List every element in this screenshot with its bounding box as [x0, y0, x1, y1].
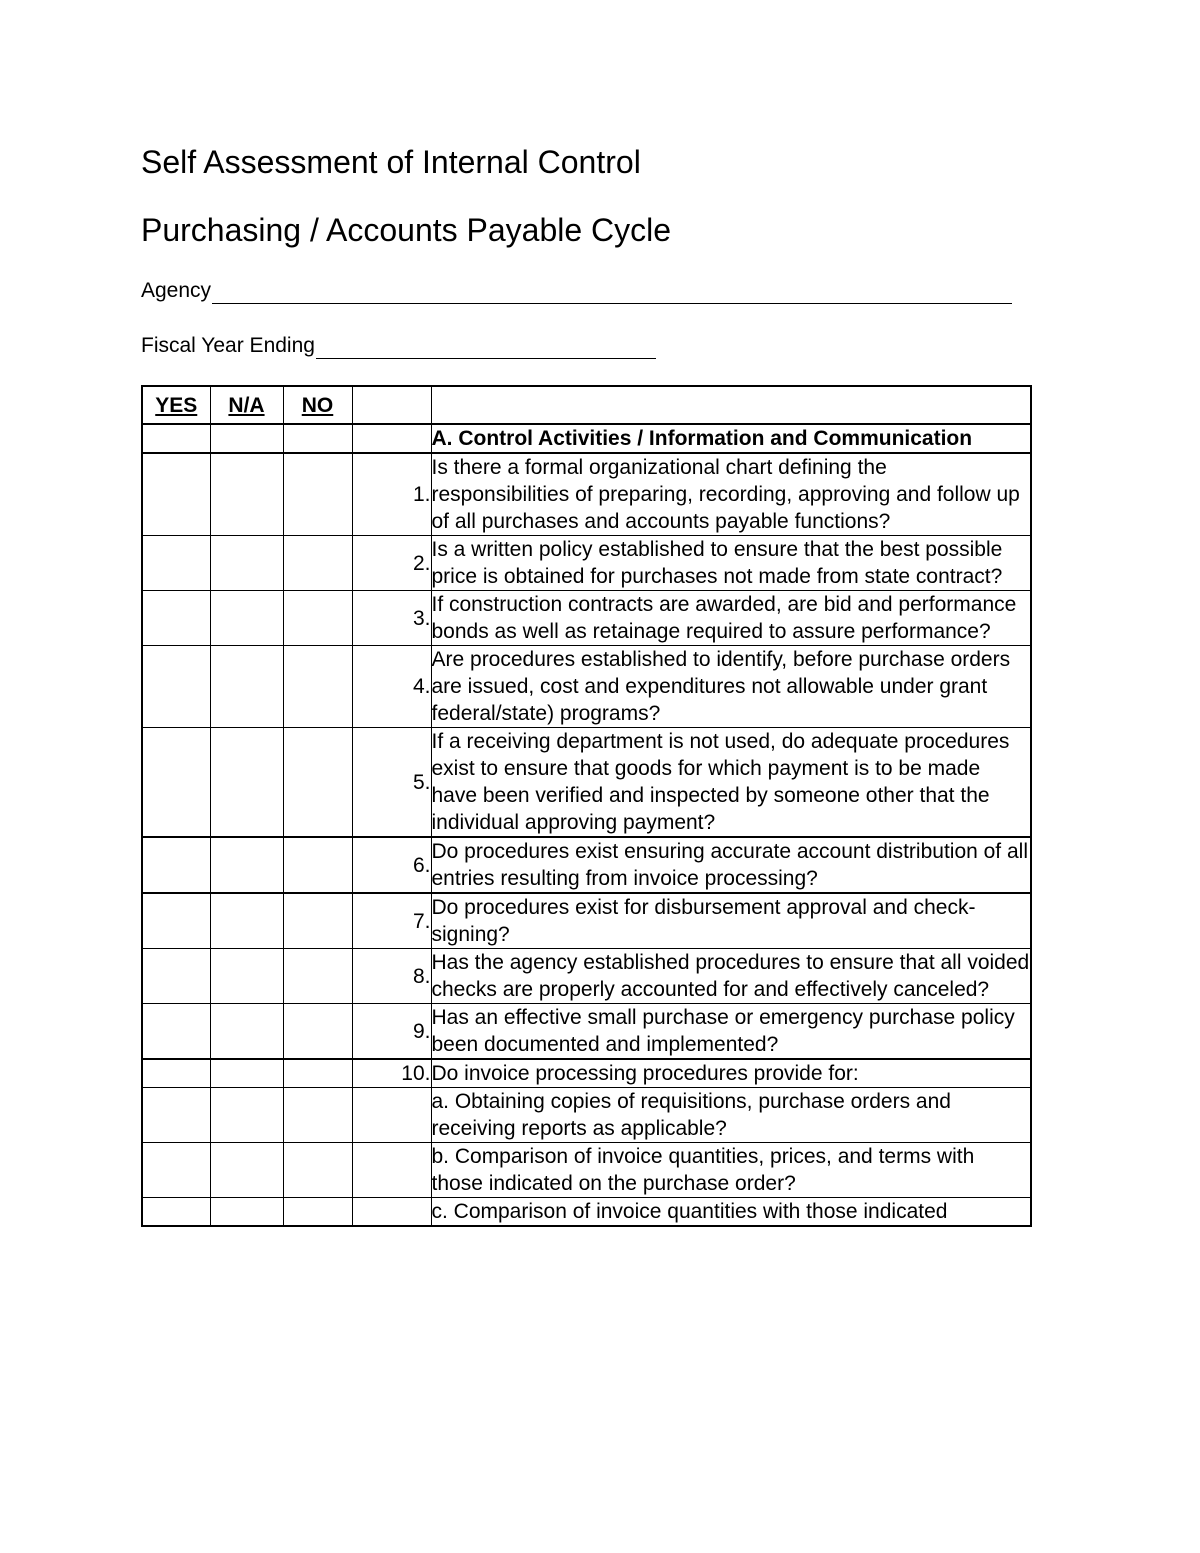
section-row [142, 424, 1031, 453]
yes-column-header: YES [142, 386, 210, 424]
question-row [142, 837, 1031, 893]
agency-input-line[interactable] [212, 283, 1012, 304]
question-row [142, 453, 1031, 536]
question-number: 1. [352, 453, 431, 536]
question-text: Do invoice processing procedures provide for: [431, 1059, 1031, 1088]
question-row [142, 893, 1031, 949]
question-text: If a receiving department is not used, do adequate procedures exist to ensure that goods for which payment is to be made have been verified and inspected by someone other that the individual approving payment? [431, 728, 1031, 838]
no-checkbox-cell[interactable] [283, 1143, 352, 1198]
yes-checkbox-cell[interactable] [142, 646, 210, 728]
question-text: Do procedures exist ensuring accurate account distribution of all entries resulting from invoice processing? [431, 837, 1031, 893]
yes-checkbox-cell[interactable] [142, 1198, 210, 1227]
yes-checkbox-cell[interactable] [142, 949, 210, 1004]
fiscal-year-field [141, 333, 656, 359]
no-checkbox-cell[interactable] [283, 453, 352, 536]
no-checkbox-cell[interactable] [283, 893, 352, 949]
question-row [142, 728, 1031, 838]
na-checkbox-cell[interactable] [210, 949, 283, 1004]
yes-checkbox-cell[interactable] [142, 893, 210, 949]
fiscal-year-label: Fiscal Year Ending [141, 334, 315, 357]
question-number [352, 1143, 431, 1198]
na-checkbox-cell[interactable] [210, 1088, 283, 1143]
na-checkbox-cell[interactable] [210, 453, 283, 536]
section-title: A. Control Activities / Information and Communication [431, 424, 1031, 453]
question-text: If construction contracts are awarded, are bid and performance bonds as well as retainage required to assure performance? [431, 591, 1031, 646]
yes-checkbox-cell[interactable] [142, 536, 210, 591]
question-text: Are procedures established to identify, before purchase orders are issued, cost and expenditures not allowable under grant federal/state) programs? [431, 646, 1031, 728]
question-row [142, 1059, 1031, 1088]
question-row [142, 591, 1031, 646]
na-checkbox-cell[interactable] [210, 1143, 283, 1198]
yes-checkbox-cell[interactable] [142, 837, 210, 893]
na-checkbox-cell[interactable] [210, 728, 283, 838]
fiscal-year-input-line[interactable] [316, 338, 656, 359]
yes-checkbox-cell[interactable] [142, 1059, 210, 1088]
question-text: b. Comparison of invoice quantities, prices, and terms with those indicated on the purchase order? [431, 1143, 1031, 1198]
na-checkbox-cell[interactable] [210, 1004, 283, 1060]
question-row [142, 1004, 1031, 1060]
question-number: 7. [352, 893, 431, 949]
no-column-header: NO [283, 386, 352, 424]
question-number: 10. [352, 1059, 431, 1088]
yes-checkbox-cell[interactable] [142, 728, 210, 838]
no-checkbox-cell[interactable] [283, 1088, 352, 1143]
yes-checkbox-cell[interactable] [142, 424, 210, 453]
document-title: Self Assessment of Internal Control [141, 144, 641, 180]
yes-checkbox-cell[interactable] [142, 1088, 210, 1143]
question-number [352, 1088, 431, 1143]
no-checkbox-cell[interactable] [283, 1059, 352, 1088]
no-checkbox-cell[interactable] [283, 1198, 352, 1227]
na-checkbox-cell[interactable] [210, 591, 283, 646]
question-text: Is a written policy established to ensure that the best possible price is obtained for purchases not made from state contract? [431, 536, 1031, 591]
no-checkbox-cell[interactable] [283, 591, 352, 646]
yes-checkbox-cell[interactable] [142, 1004, 210, 1060]
document-subtitle: Purchasing / Accounts Payable Cycle [141, 212, 672, 248]
section-number-cell [352, 424, 431, 453]
na-checkbox-cell[interactable] [210, 646, 283, 728]
question-row [142, 949, 1031, 1004]
no-checkbox-cell[interactable] [283, 949, 352, 1004]
question-text: Has an effective small purchase or emergency purchase policy been documented and implemented? [431, 1004, 1031, 1060]
question-number: 8. [352, 949, 431, 1004]
na-checkbox-cell[interactable] [210, 536, 283, 591]
no-checkbox-cell[interactable] [283, 646, 352, 728]
na-checkbox-cell[interactable] [210, 1059, 283, 1088]
header-row [142, 386, 1031, 424]
question-row [142, 646, 1031, 728]
no-checkbox-cell[interactable] [283, 1004, 352, 1060]
question-row [142, 1088, 1031, 1143]
yes-checkbox-cell[interactable] [142, 453, 210, 536]
na-checkbox-cell[interactable] [210, 893, 283, 949]
agency-label: Agency [141, 279, 212, 302]
question-row [142, 1198, 1031, 1227]
yes-checkbox-cell[interactable] [142, 591, 210, 646]
question-row [142, 536, 1031, 591]
question-text: Do procedures exist for disbursement approval and check-signing? [431, 893, 1031, 949]
no-checkbox-cell[interactable] [283, 837, 352, 893]
question-number: 6. [352, 837, 431, 893]
agency-field [141, 278, 1012, 304]
question-text: c. Comparison of invoice quantities with those indicated [431, 1198, 1031, 1227]
question-number: 3. [352, 591, 431, 646]
question-number: 2. [352, 536, 431, 591]
na-checkbox-cell[interactable] [210, 1198, 283, 1227]
na-column-header: N/A [210, 386, 283, 424]
yes-checkbox-cell[interactable] [142, 1143, 210, 1198]
question-number: 9. [352, 1004, 431, 1060]
question-text: Has the agency established procedures to ensure that all voided checks are properly accounted for and effectively canceled? [431, 949, 1031, 1004]
no-checkbox-cell[interactable] [283, 536, 352, 591]
question-number: 5. [352, 728, 431, 838]
question-row [142, 1143, 1031, 1198]
number-column-header [352, 386, 431, 424]
na-checkbox-cell[interactable] [210, 424, 283, 453]
question-text: a. Obtaining copies of requisitions, purchase orders and receiving reports as applicable? [431, 1088, 1031, 1143]
no-checkbox-cell[interactable] [283, 728, 352, 838]
question-column-header [431, 386, 1031, 424]
question-number: 4. [352, 646, 431, 728]
question-text: Is there a formal organizational chart defining the responsibilities of preparing, recording, approving and follow up of all purchases and accounts payable functions? [431, 453, 1031, 536]
question-number [352, 1198, 431, 1227]
assessment-checklist-table [141, 385, 1032, 1227]
na-checkbox-cell[interactable] [210, 837, 283, 893]
no-checkbox-cell[interactable] [283, 424, 352, 453]
